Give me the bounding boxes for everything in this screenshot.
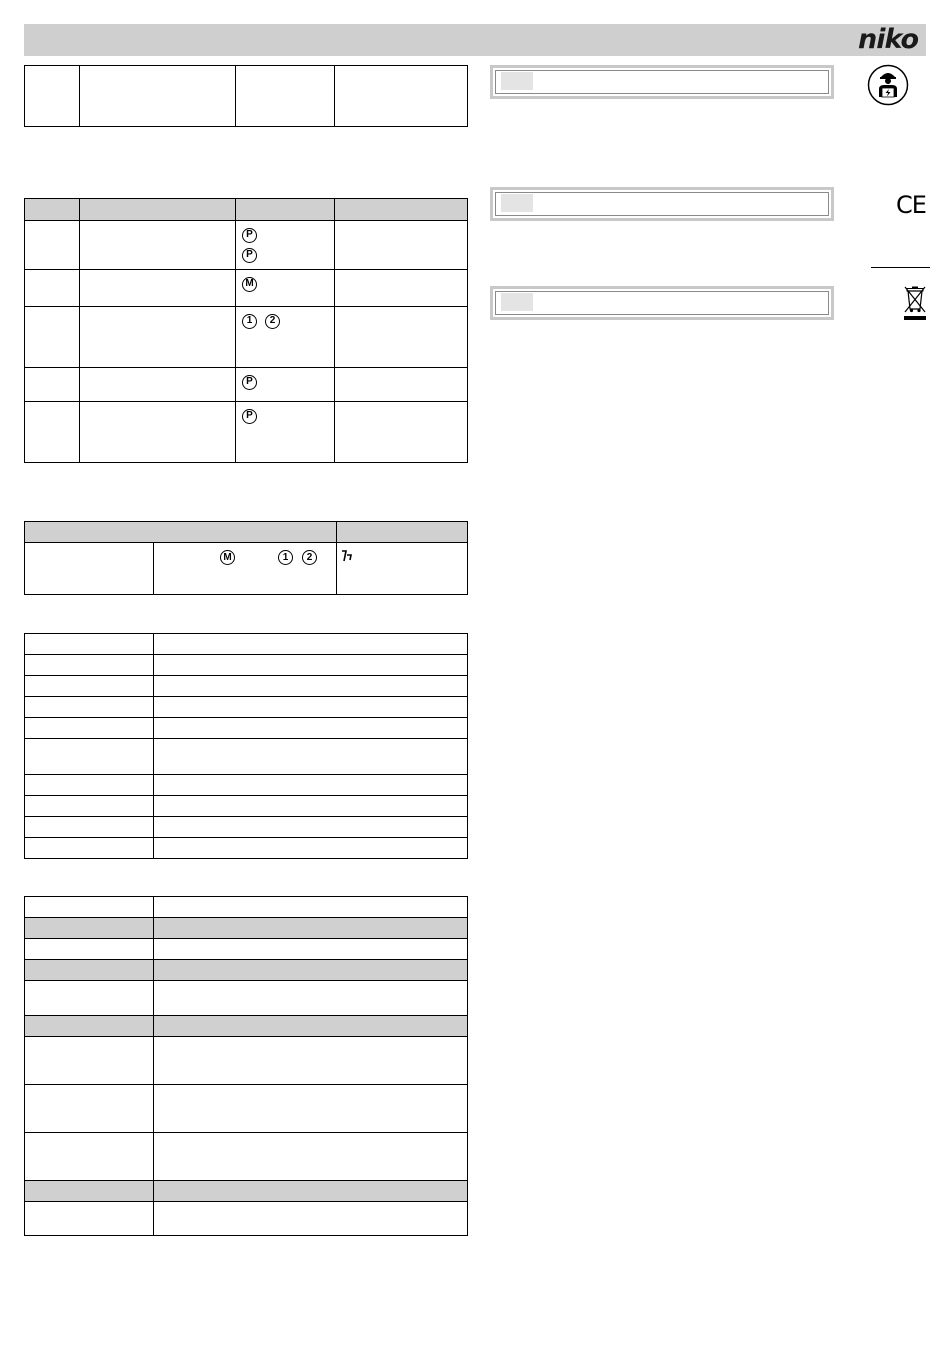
brand-logo: niko [857, 24, 918, 55]
table-row [25, 796, 468, 817]
table-row [25, 543, 468, 595]
table-row [25, 718, 468, 739]
channel-1-icon: 1 [242, 314, 257, 329]
section-tag [501, 72, 533, 90]
table-row [25, 1202, 468, 1236]
table-section-row [25, 960, 468, 981]
table-header-row [25, 199, 468, 221]
table-row [25, 697, 468, 718]
program-button-icon: P [242, 375, 257, 390]
table-row [25, 897, 468, 918]
table-3 [24, 521, 468, 595]
section-header-installation [490, 65, 834, 99]
table-row [25, 739, 468, 775]
mode-button-icon: M [242, 277, 257, 292]
table-4 [24, 633, 468, 859]
table-row [25, 981, 468, 1016]
program-button-icon: P [242, 248, 257, 263]
table-2 [24, 198, 468, 463]
table-section-row [25, 918, 468, 939]
table-row [25, 775, 468, 796]
table-row [25, 634, 468, 655]
table-row [25, 368, 468, 402]
table-row [25, 402, 468, 463]
relay-contact-icon [341, 549, 353, 563]
table-header-row [25, 522, 468, 543]
section-tag [501, 293, 533, 311]
ce-mark-icon: CE [896, 191, 926, 219]
program-button-icon: P [242, 228, 257, 243]
table-row [25, 66, 468, 127]
program-button-icon: P [242, 409, 257, 424]
header-bar [24, 24, 926, 56]
divider [871, 267, 930, 268]
table-row [25, 1133, 468, 1181]
table-row [25, 1037, 468, 1085]
table-row [25, 307, 468, 368]
channel-1-icon: 1 [278, 550, 293, 565]
table-5 [24, 896, 468, 1236]
mode-button-icon: M [220, 550, 235, 565]
table-row [25, 939, 468, 960]
section-tag [501, 194, 533, 212]
table-row [25, 676, 468, 697]
table-row [25, 817, 468, 838]
section-header-disposal [490, 286, 834, 320]
channel-2-icon: 2 [302, 550, 317, 565]
table-section-row [25, 1181, 468, 1202]
table-row [25, 221, 468, 270]
table-1 [24, 65, 468, 127]
crossed-bin-icon [901, 283, 929, 323]
table-row [25, 838, 468, 859]
table-section-row [25, 1016, 468, 1037]
table-row [25, 655, 468, 676]
table-row [25, 270, 468, 307]
channel-2-icon: 2 [265, 314, 280, 329]
section-header-conformity [490, 187, 834, 221]
table-row [25, 1085, 468, 1133]
electrician-icon [867, 64, 909, 106]
